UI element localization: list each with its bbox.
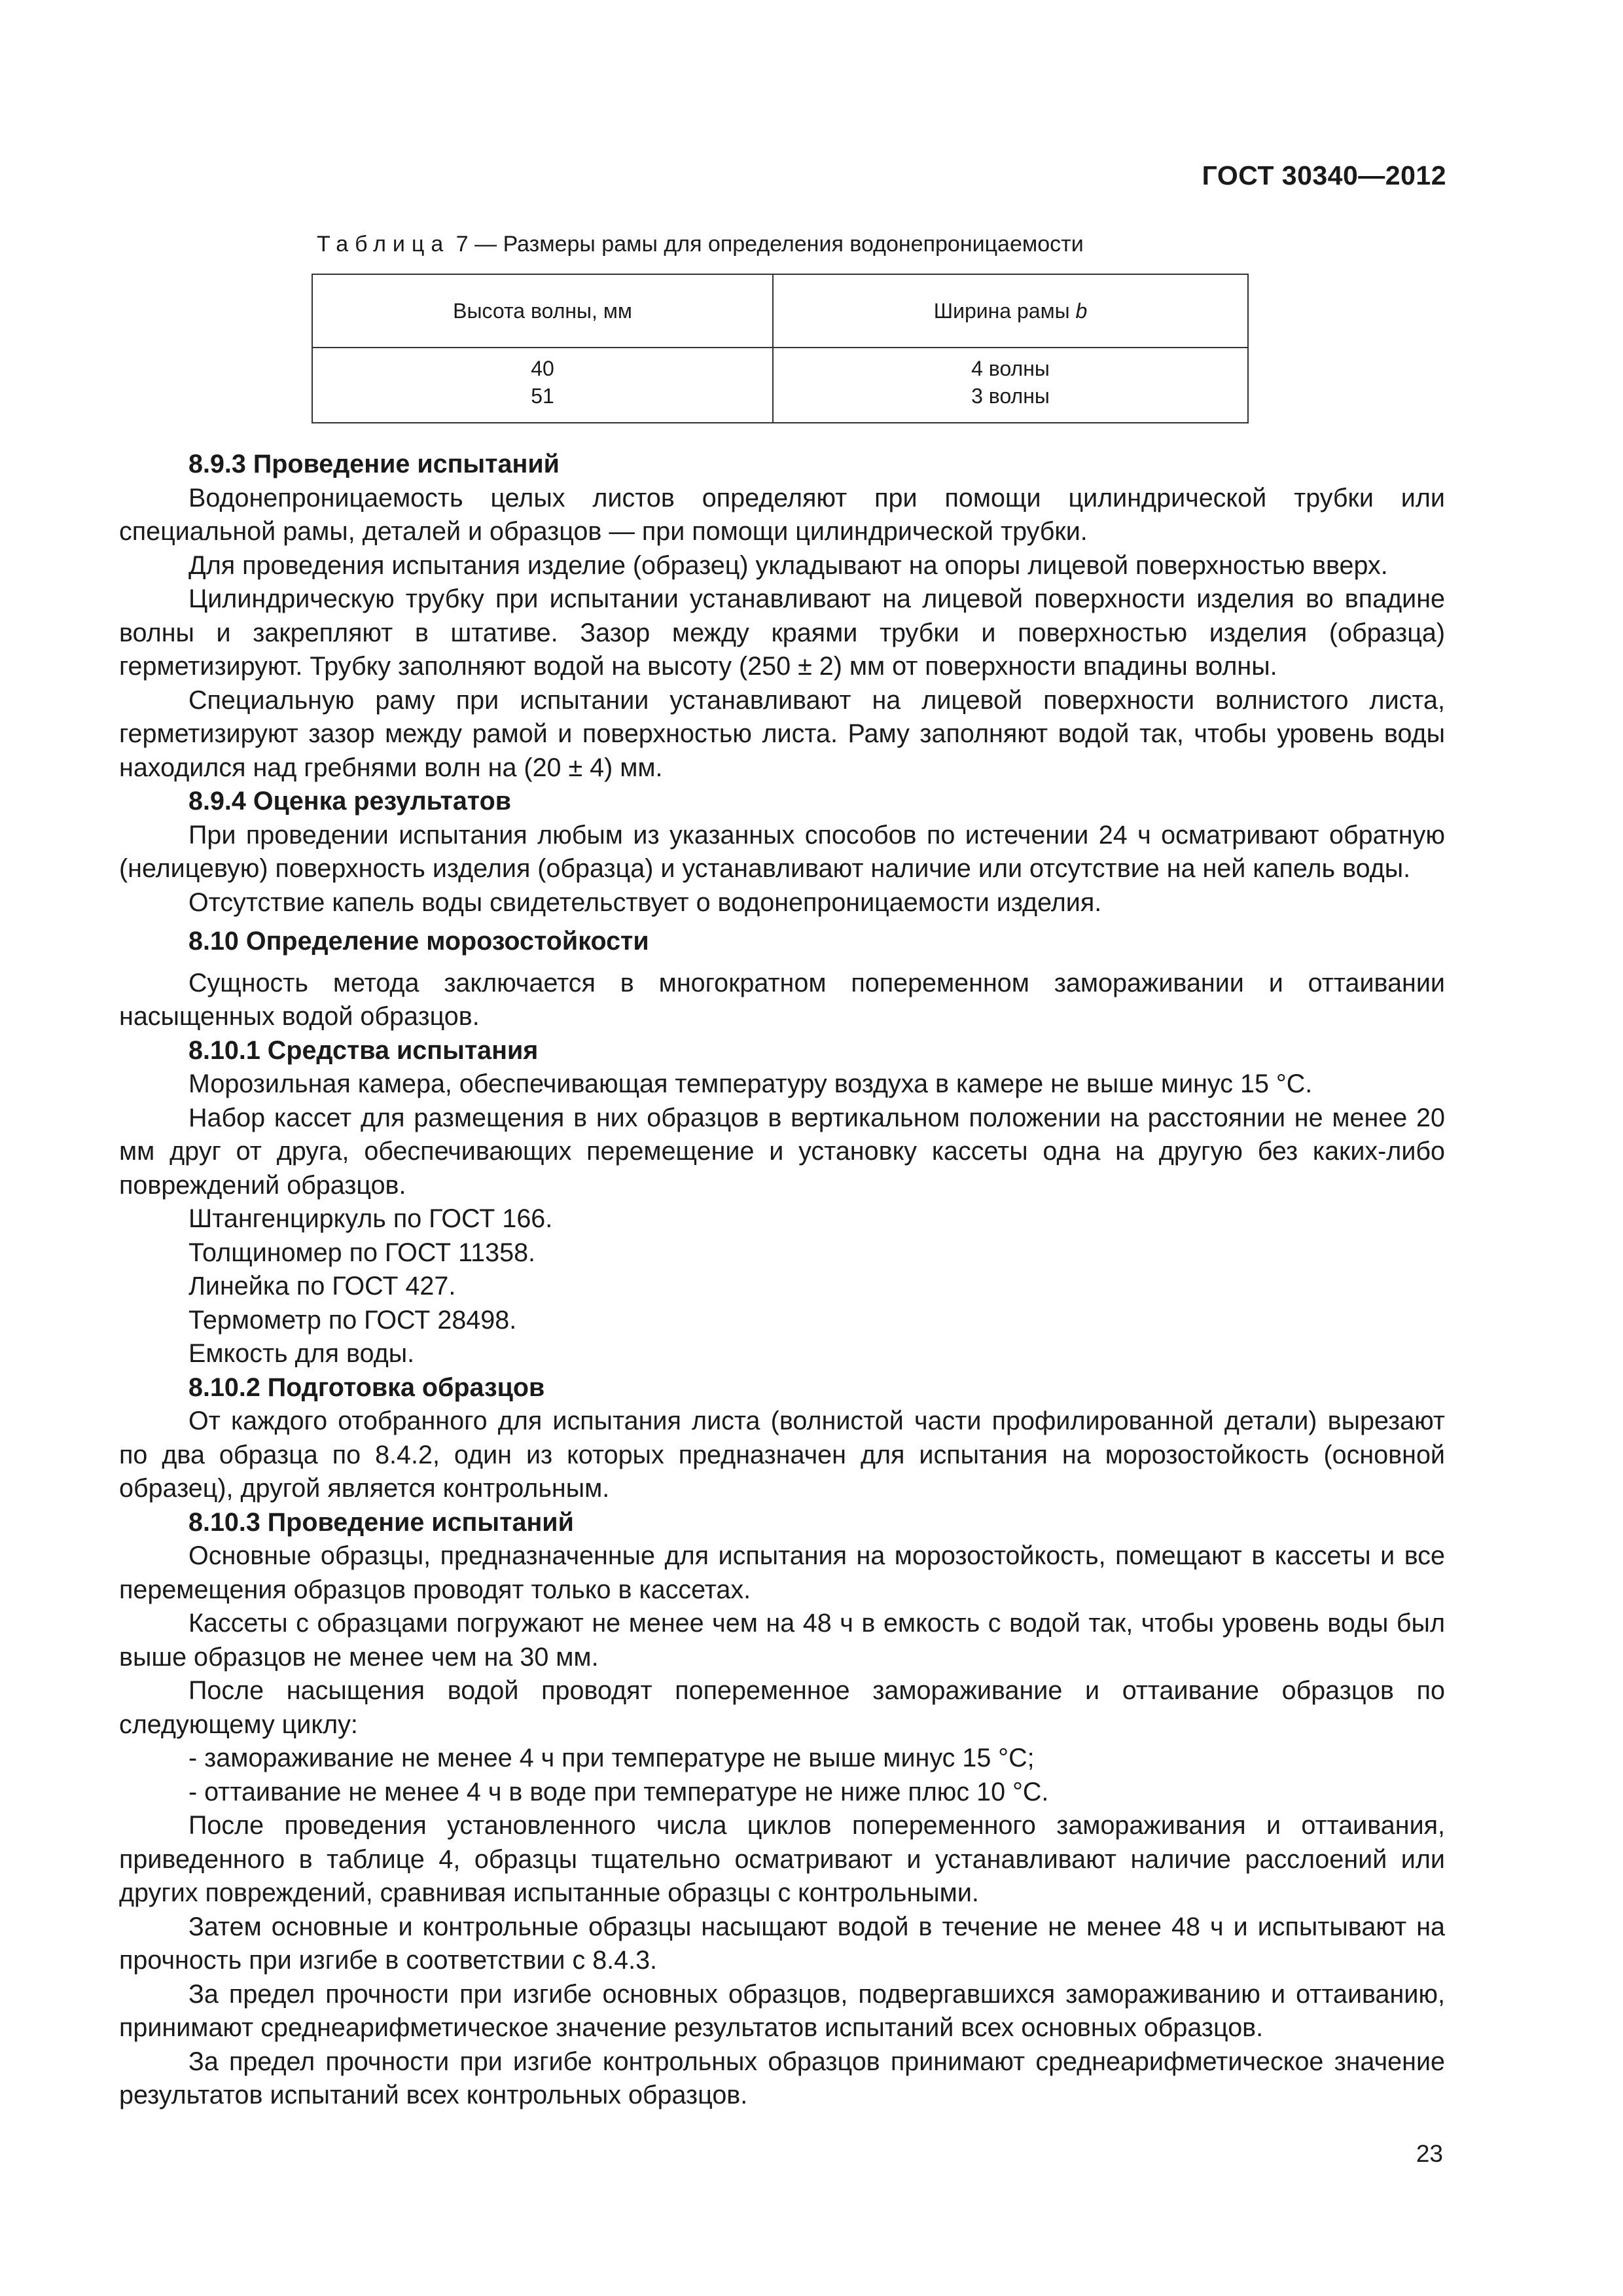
column-header-wave-height: Высота волны, мм [312, 274, 773, 348]
paragraph: Для проведения испытания изделие (образец) укладывают на опоры лицевой поверхностью вверх. [188, 550, 1388, 580]
table-header-row [312, 274, 1248, 348]
table-cell-value: 3 волны [971, 384, 1050, 408]
section-heading-8-10: 8.10 Определение морозостойкости [188, 927, 649, 956]
paragraph: За предел прочности при изгибе контрольных образцов принимают среднеарифметическое значение результатов испытаний всех контрольных образцов. [119, 2047, 1445, 2109]
paragraph: Основные образцы, предназначенные для испытания на морозостойкость, помещают в кассеты и все перемещения образцов проводят только в кассетах. [119, 1541, 1445, 1604]
paragraph: Специальную раму при испытании устанавливают на лицевой поверхности волнистого листа, герметизируют зазор между рамой и поверхностью листа. Раму заполняют водой так, чтобы уровень воды находился над гребнями волн на (20 ± 4) мм. [119, 685, 1445, 782]
table-cell-frame-widths [773, 348, 1248, 423]
paragraph: После насыщения водой проводят попеременное замораживание и оттаивание образцов по следующему циклу: [119, 1676, 1445, 1739]
document-id-header: ГОСТ 30340—2012 [1202, 160, 1446, 190]
page-number: 23 [1416, 2140, 1443, 2167]
paragraph: При проведении испытания любым из указанных способов по истечении 24 ч осматривают обратную (нелицевую) поверхность изделия (образца) и устанавливают наличие или отсутствие на ней капель воды. [119, 820, 1445, 883]
paragraph: За предел прочности при изгибе основных образцов, подвергавшихся замораживанию и оттаиванию, принимают среднеарифметическое значение результатов испытаний всех основных образцов. [119, 1979, 1445, 2042]
paragraph: После проведения установленного числа циклов попеременного замораживания и оттаивания, приведенного в таблице 4, образцы тщательно осматривают и устанавливают наличие расслоений или других повреждений, сравнивая испытанные образцы с контрольными. [119, 1811, 1445, 1907]
paragraph: Затем основные и контрольные образцы насыщают водой в течение не менее 48 ч и испытывают на прочность при изгибе в соответствии с 8.4.3. [119, 1912, 1445, 1975]
table-row [312, 348, 1248, 423]
paragraph: Набор кассет для размещения в них образцов в вертикальном положении на расстоянии не менее 20 мм друг от друга, обеспечивающих перемещение и установку кассеты одна на другую без каких-либо повреждений образцов. [119, 1103, 1445, 1200]
list-item: - оттаивание не менее 4 ч в воде при температуре не ниже плюс 10 °С. [188, 1777, 1049, 1806]
column-header-frame-width: Ширина рамы b [773, 274, 1248, 348]
section-heading-8-10-3: 8.10.3 Проведение испытаний [188, 1507, 574, 1537]
table-cell-value: 4 волны [971, 357, 1050, 380]
table-caption [317, 232, 1084, 257]
table-caption-word: Таблица [317, 232, 450, 257]
document-body [119, 448, 1445, 2113]
section-heading-8-9-3: 8.9.3 Проведение испытаний [188, 450, 560, 478]
frame-dimensions-table [312, 274, 1249, 423]
list-item: - замораживание не менее 4 ч при температуре не выше минус 15 °С; [188, 1744, 1035, 1772]
paragraph: Емкость для воды. [188, 1339, 415, 1368]
paragraph: Водонепроницаемость целых листов определяют при помощи цилиндрической трубки или специальной рамы, деталей и образцов — при помощи цилиндрической трубки. [119, 483, 1445, 546]
paragraph: От каждого отобранного для испытания листа (волнистой части профилированной детали) вырезают по два образца по 8.4.2, один из которых предназначен для испытания на морозостойкость (основной образец), другой является контрольным. [119, 1407, 1445, 1503]
paragraph: Штангенциркуль по ГОСТ 166. [188, 1204, 553, 1233]
paragraph: Цилиндрическую трубку при испытании устанавливают на лицевой поверхности изделия во впадине волны и закрепляют в штативе. Зазор между краями трубки и поверхностью изделия (образца) герметизируют. Трубку заполняют водой на высоту (250 ± 2) мм от поверхности впадины волны. [119, 584, 1445, 681]
paragraph: Линейка по ГОСТ 427. [188, 1272, 456, 1300]
paragraph: Термометр по ГОСТ 28498. [188, 1305, 517, 1335]
table-cell-value: 51 [531, 384, 554, 408]
table-cell-wave-heights [312, 348, 773, 423]
paragraph: Морозильная камера, обеспечивающая температуру воздуха в камере не выше минус 15 °С. [188, 1069, 1313, 1098]
paragraph: Толщиномер по ГОСТ 11358. [188, 1238, 536, 1267]
paragraph: Кассеты с образцами погружают не менее чем на 48 ч в емкость с водой так, чтобы уровень воды был выше образцов не менее чем на 30 мм. [119, 1609, 1445, 1672]
section-heading-8-10-2: 8.10.2 Подготовка образцов [188, 1372, 545, 1402]
table-cell-value: 40 [531, 357, 554, 380]
section-heading-8-10-1: 8.10.1 Средства испытания [188, 1035, 539, 1065]
paragraph: Сущность метода заключается в многократном попеременном замораживании и оттаивании насыщенных водой образцов. [119, 968, 1445, 1031]
table-caption-text: 7 — Размеры рамы для определения водонепроницаемости [455, 232, 1084, 257]
paragraph: Отсутствие капель воды свидетельствует о водонепроницаемости изделия. [188, 888, 1102, 917]
section-heading-8-9-4: 8.9.4 Оценка результатов [188, 787, 512, 816]
